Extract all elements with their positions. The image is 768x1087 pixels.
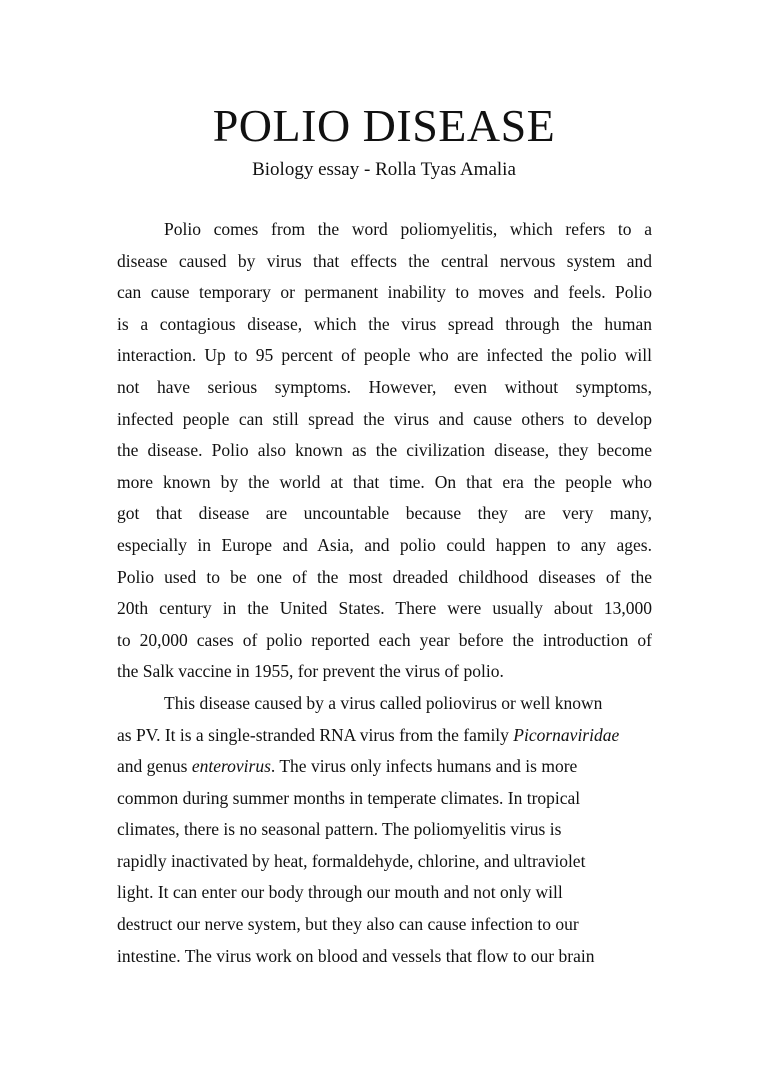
text-run: and genus [117, 756, 192, 777]
text-line: Polio used to be one of the most dreaded childhood diseases of the [117, 566, 652, 587]
text-line: interaction. Up to 95 percent of people who are infected the polio will [117, 345, 652, 366]
text-line: got that disease are uncountable because they are very many, [117, 503, 652, 524]
text-line: to 20,000 cases of polio reported each year before the introduction of [117, 629, 652, 650]
text-line: light. It can enter our body through our mouth and not only will [117, 882, 563, 903]
text-line: can cause temporary or permanent inability to moves and feels. Polio [117, 282, 652, 303]
page-title: POLIO DISEASE [212, 100, 556, 151]
text-line [117, 751, 652, 783]
text-line: destruct our nerve system, but they also can cause infection to our [117, 914, 579, 935]
text-line: not have serious symptoms. However, even without symptoms, [117, 376, 652, 397]
text-line: disease caused by virus that effects the central nervous system and [117, 250, 652, 271]
text-line [117, 720, 652, 752]
text-run: as PV. It is a single-stranded RNA virus from the family [117, 724, 514, 745]
text-line: climates, there is no seasonal pattern. The poliomyelitis virus is [117, 819, 562, 840]
text-line: Polio comes from the word poliomyelitis, which refers to a [164, 219, 652, 239]
page-subtitle: Biology essay - Rolla Tyas Amalia [252, 159, 516, 180]
text-line: the Salk vaccine in 1955, for prevent the virus of polio. [117, 661, 504, 682]
italic-term-enterovirus: enterovirus [191, 756, 271, 777]
text-line: infected people can still spread the virus and cause others to develop [117, 408, 652, 429]
text-line: This disease caused by a virus called poliovirus or well known [164, 692, 603, 713]
text-line: more known by the world at that time. On that era the people who [117, 471, 652, 492]
text-line: rapidly inactivated by heat, formaldehyde, chlorine, and ultraviolet [117, 850, 586, 871]
text-line: common during summer months in temperate climates. In tropical [117, 787, 581, 808]
italic-term-picornaviridae: Picornaviridae [513, 724, 620, 745]
essay-body [117, 214, 652, 972]
text-line: especially in Europe and Asia, and polio could happen to any ages. [117, 534, 652, 555]
text-line: is a contagious disease, which the virus spread through the human [117, 313, 652, 334]
text-line: 20th century in the United States. There were usually about 13,000 [117, 598, 652, 619]
text-line: intestine. The virus work on blood and vessels that flow to our brain [117, 945, 595, 966]
text-run: . The virus only infects humans and is more [270, 756, 578, 777]
paragraph-2 [117, 688, 652, 972]
paragraph-1 [117, 214, 652, 688]
text-line: the disease. Polio also known as the civilization disease, they become [117, 440, 652, 461]
